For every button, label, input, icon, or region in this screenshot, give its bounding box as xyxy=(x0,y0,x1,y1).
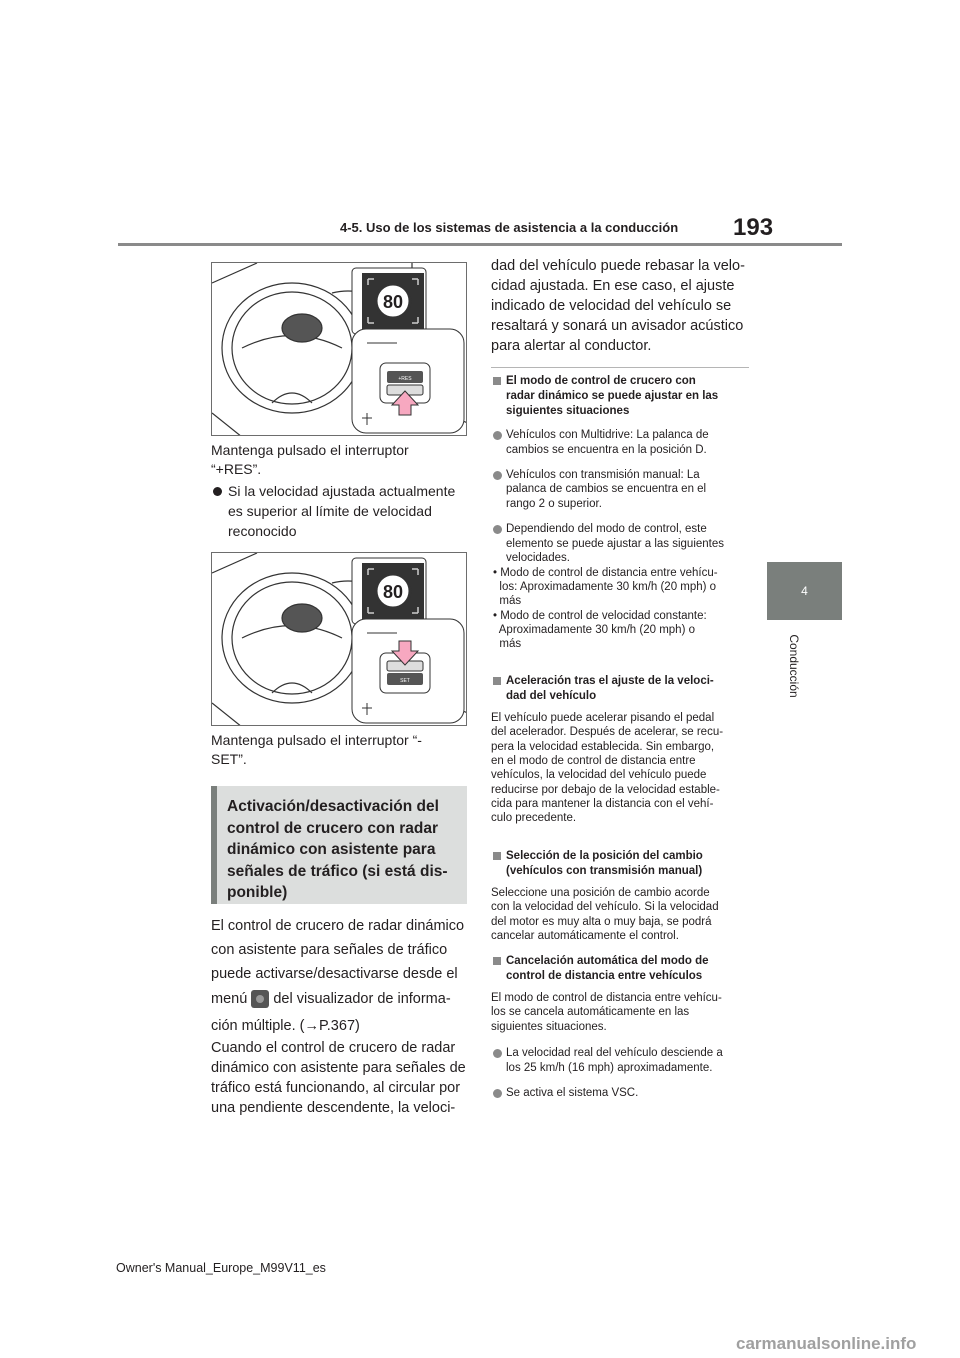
para-line: con asistente para señales de tráfico xyxy=(211,942,448,958)
subheading-line: Cancelación automática del modo de xyxy=(506,955,709,967)
res-label: +RES xyxy=(398,376,412,382)
heading-square-icon xyxy=(493,957,501,965)
menu-word: menú xyxy=(211,991,248,1007)
para-line: indicado de velocidad del vehículo se xyxy=(491,298,732,314)
subheading-line: El modo de control de crucero con xyxy=(506,375,696,387)
speed-limit-text: 80 xyxy=(382,292,404,312)
para-line: con la velocidad del vehículo. Si la velocidad xyxy=(491,901,719,913)
steering-wheel-illustration xyxy=(212,263,467,436)
subheading-line: siguientes situaciones xyxy=(506,405,630,417)
sub-bullet-line: más xyxy=(493,638,522,650)
bullet-line: los 25 km/h (16 mph) aproximadamente. xyxy=(506,1062,713,1074)
para-line: cida para mantener la distancia con el vehí- xyxy=(491,798,714,810)
section-heading-line: señales de tráfico (si está dis- xyxy=(227,862,448,880)
section-heading-box xyxy=(211,786,467,904)
para-line: pera la velocidad establecida. Sin embargo, xyxy=(491,741,715,753)
bullet-line: rango 2 o superior. xyxy=(506,498,602,510)
para-line: El control de crucero de radar dinámico xyxy=(211,918,465,934)
para-line: tráfico está funcionando, al circular por xyxy=(211,1080,461,1096)
caption-set-line2: SET”. xyxy=(211,751,247,767)
page-number: 193 xyxy=(733,214,774,241)
bullet-line: palanca de cambios se encuentra en el xyxy=(506,483,707,495)
section-heading-line: dinámico con asistente para xyxy=(227,841,436,858)
heading-square-icon xyxy=(493,677,501,685)
para-line: una pendiente descendente, la veloci- xyxy=(211,1100,456,1116)
para-line: los se cancela automáticamente en las xyxy=(491,1006,690,1018)
bullet-speed-line2: es superior al límite de velocidad xyxy=(228,503,432,519)
bullet-dot xyxy=(493,431,502,440)
para-line: vehículos, la velocidad del vehículo puede xyxy=(491,769,707,781)
bullet-line: Vehículos con transmisión manual: La xyxy=(506,469,700,481)
chapter-label-text: Conducción xyxy=(787,634,801,698)
para-line: del acelerador. Después de acelerar, se recu- xyxy=(491,726,724,738)
caption-set-line1: Mantenga pulsado el interruptor “- xyxy=(211,732,422,748)
section-heading-line: Activación/desactivación del xyxy=(227,798,439,815)
bullet-dot xyxy=(493,1089,502,1098)
heading-square-icon xyxy=(493,852,501,860)
bullet-dot xyxy=(493,471,502,480)
subheading-line: Selección de la posición del cambio xyxy=(506,850,703,862)
para-line-menu xyxy=(211,989,451,1009)
para-line: Cuando el control de crucero de radar xyxy=(211,1040,456,1056)
section-heading-line: ponible) xyxy=(227,884,288,901)
bullet-line: Dependiendo del modo de control, este xyxy=(506,523,707,535)
bullet-speed-line3: reconocido xyxy=(228,523,297,539)
bullet-line: Se activa el sistema VSC. xyxy=(506,1087,639,1099)
sub-bullet-line: los: Aproximadamente 30 km/h (20 mph) o xyxy=(493,581,717,593)
set-label: SET xyxy=(400,678,410,684)
bullet-line: cambios se encuentra en la posición D. xyxy=(506,444,707,456)
para-line: reducirse por debajo de la velocidad estable- xyxy=(491,784,720,796)
para-line: en el modo de control de distancia entre xyxy=(491,755,696,767)
steering-wheel-illustration-2 xyxy=(212,553,467,726)
para-line: del motor es muy alta o muy baja, se podrá xyxy=(491,916,712,928)
para-line: siguientes situaciones. xyxy=(491,1021,607,1033)
figure-res-switch xyxy=(211,262,467,436)
bullet-line: La velocidad real del vehículo desciende a xyxy=(506,1047,723,1059)
bullet-dot xyxy=(493,525,502,534)
bullet-dot xyxy=(493,1049,502,1058)
subheading-line: control de distancia entre vehículos xyxy=(506,970,703,982)
settings-menu-icon xyxy=(251,990,269,1008)
page-reference[interactable]: ción múltiple. (→P.367) xyxy=(211,1018,360,1034)
bullet-line: velocidades. xyxy=(506,552,570,564)
section-title: 4-5. Uso de los sistemas de asistencia a la conducción xyxy=(340,220,679,235)
chapter-tab[interactable] xyxy=(767,562,842,620)
para-line: Seleccione una posición de cambio acorde xyxy=(491,887,710,899)
subheading-line: radar dinámico se puede ajustar en las xyxy=(506,390,719,402)
chapter-number: 4 xyxy=(801,584,808,598)
para-line: dad del vehículo puede rebasar la velo- xyxy=(491,258,745,274)
divider xyxy=(491,367,749,368)
caption-res-line1: Mantenga pulsado el interruptor xyxy=(211,442,409,458)
para-line: para alertar al conductor. xyxy=(491,338,652,354)
footer-text: Owner's Manual_Europe_M99V11_es xyxy=(116,1261,326,1275)
para-line: dinámico con asistente para señales de xyxy=(211,1060,466,1076)
figure-set-switch xyxy=(211,552,467,726)
bullet-dot xyxy=(213,487,222,496)
caption-res-line2: “+RES”. xyxy=(211,461,262,477)
para-line: resaltará y sonará un avisador acústico xyxy=(491,318,744,334)
subheading-line: Aceleración tras el ajuste de la veloci- xyxy=(506,675,714,687)
para-line: cancelar automáticamente el control. xyxy=(491,930,679,942)
chapter-label xyxy=(786,630,802,710)
para-line: cidad ajustada. En ese caso, el ajuste xyxy=(491,278,735,294)
subheading-line: (vehículos con transmisión manual) xyxy=(506,865,703,877)
bullet-line: Vehículos con Multidrive: La palanca de xyxy=(506,429,709,441)
sub-bullet-line: más xyxy=(493,595,522,607)
para-line: puede activarse/desactivarse desde el xyxy=(211,966,458,982)
subheading-line: dad del vehículo xyxy=(506,690,597,702)
heading-square-icon xyxy=(493,377,501,385)
header-rule xyxy=(118,243,842,246)
watermark: carmanualsonline.info xyxy=(736,1334,917,1353)
para-line: El modo de control de distancia entre vehícu- xyxy=(491,992,722,1004)
bullet-line: elemento se puede ajustar a las siguientes xyxy=(506,538,725,550)
menu-rest: del visualizador de informa- xyxy=(273,991,451,1007)
speed-limit-text-2: 80 xyxy=(382,582,404,602)
sub-bullet-line: • Modo de control de velocidad constante: xyxy=(493,610,707,622)
sub-bullet-line: • Modo de control de distancia entre vehícu- xyxy=(493,567,718,579)
sub-bullet-line: Aproximadamente 30 km/h (20 mph) o xyxy=(493,624,695,636)
para-line: El vehículo puede acelerar pisando el pedal xyxy=(491,712,715,724)
section-heading-line: control de crucero con radar xyxy=(227,819,439,837)
para-line: culo precedente. xyxy=(491,812,577,824)
bullet-speed-line1: Si la velocidad ajustada actualmente xyxy=(228,483,456,499)
